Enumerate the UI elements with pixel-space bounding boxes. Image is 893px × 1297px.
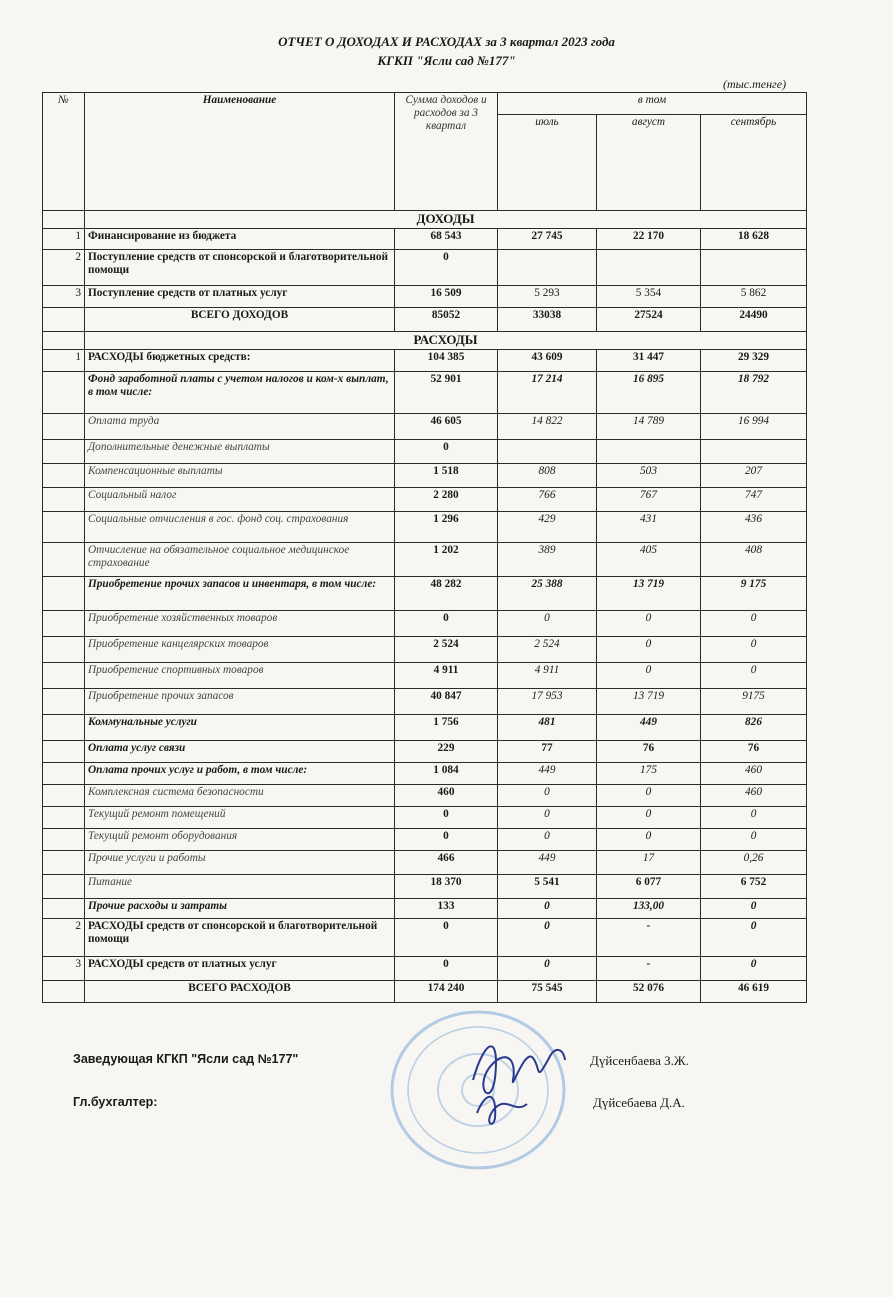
row-number xyxy=(43,785,85,807)
row-september: 16 994 xyxy=(701,414,807,440)
section-income-row xyxy=(43,211,807,229)
total-august: 52 076 xyxy=(597,981,701,1003)
total-july: 75 545 xyxy=(498,981,597,1003)
row-total: 0 xyxy=(395,611,498,637)
row-august: 17 xyxy=(597,851,701,875)
total-september: 46 619 xyxy=(701,981,807,1003)
row-september: 18 792 xyxy=(701,372,807,414)
table-row xyxy=(43,611,807,637)
row-number: 2 xyxy=(43,919,85,957)
row-august: 133,00 xyxy=(597,899,701,919)
row-august: 76 xyxy=(597,741,701,763)
row-name: Коммунальные услуги xyxy=(85,715,395,741)
row-total: 18 370 xyxy=(395,875,498,899)
table-row xyxy=(43,829,807,851)
row-total: 2 280 xyxy=(395,488,498,512)
row-september xyxy=(701,440,807,464)
row-number: 1 xyxy=(43,350,85,372)
row-july: 5 293 xyxy=(498,286,597,308)
row-july: 0 xyxy=(498,829,597,851)
row-total: 0 xyxy=(395,440,498,464)
row-total: 0 xyxy=(395,957,498,981)
row-name: Питание xyxy=(85,875,395,899)
table-row xyxy=(43,663,807,689)
table-row xyxy=(43,715,807,741)
row-number xyxy=(43,763,85,785)
signature-mark xyxy=(455,1018,585,1138)
table-row xyxy=(43,543,807,577)
currency-unit: (тыс.тенге) xyxy=(723,77,787,91)
row-july: 0 xyxy=(498,611,597,637)
row-september: 0 xyxy=(701,919,807,957)
row-july: 0 xyxy=(498,807,597,829)
row-number xyxy=(43,689,85,715)
row-july: 0 xyxy=(498,785,597,807)
row-september: 9175 xyxy=(701,689,807,715)
row-july: 5 541 xyxy=(498,875,597,899)
row-august: 0 xyxy=(597,785,701,807)
row-july: 449 xyxy=(498,851,597,875)
row-july: 481 xyxy=(498,715,597,741)
total-blank xyxy=(43,981,85,1003)
row-name: Фонд заработной платы с учетом налогов и ком-х выплат, в том числе: xyxy=(85,372,395,414)
accountant-signature-label: Гл.бухгалтер: xyxy=(73,1095,158,1109)
table-row xyxy=(43,414,807,440)
row-number xyxy=(43,372,85,414)
row-august: - xyxy=(597,919,701,957)
row-total: 46 605 xyxy=(395,414,498,440)
row-august: 13 719 xyxy=(597,577,701,611)
row-september: 0 xyxy=(701,807,807,829)
report-title: ОТЧЕТ О ДОХОДАХ И РАСХОДАХ за 3 квартал 2023 года xyxy=(278,34,615,49)
row-july: 0 xyxy=(498,899,597,919)
section-income: ДОХОДЫ xyxy=(85,211,807,229)
col-num-header: № xyxy=(43,93,85,211)
row-august: 0 xyxy=(597,663,701,689)
section-blank xyxy=(43,332,85,350)
row-august: 767 xyxy=(597,488,701,512)
row-name: Отчисление на обязательное социальное медицинское страхование xyxy=(85,543,395,577)
row-august xyxy=(597,250,701,286)
col-name-header: Наименование xyxy=(85,93,395,211)
row-total: 229 xyxy=(395,741,498,763)
row-number: 3 xyxy=(43,957,85,981)
row-september: 0,26 xyxy=(701,851,807,875)
row-name: Компенсационные выплаты xyxy=(85,464,395,488)
row-total: 133 xyxy=(395,899,498,919)
row-name: Дополнительные денежные выплаты xyxy=(85,440,395,464)
row-total: 48 282 xyxy=(395,577,498,611)
row-september: 5 862 xyxy=(701,286,807,308)
row-number: 3 xyxy=(43,286,85,308)
col-month-september: сентябрь xyxy=(701,115,807,211)
row-september: 436 xyxy=(701,512,807,543)
row-september: 76 xyxy=(701,741,807,763)
row-august: 22 170 xyxy=(597,229,701,250)
row-july: 389 xyxy=(498,543,597,577)
row-total: 4 911 xyxy=(395,663,498,689)
row-total: 16 509 xyxy=(395,286,498,308)
table-row xyxy=(43,875,807,899)
table-row xyxy=(43,689,807,715)
row-total: 1 756 xyxy=(395,715,498,741)
row-september: 408 xyxy=(701,543,807,577)
table-row xyxy=(43,637,807,663)
row-name: РАСХОДЫ бюджетных средств: xyxy=(85,350,395,372)
row-name: Прочие расходы и затраты xyxy=(85,899,395,919)
table-row xyxy=(43,440,807,464)
row-august: 405 xyxy=(597,543,701,577)
row-name: Приобретение спортивных товаров xyxy=(85,663,395,689)
row-total: 1 202 xyxy=(395,543,498,577)
table-row xyxy=(43,350,807,372)
row-total: 460 xyxy=(395,785,498,807)
row-total: 1 084 xyxy=(395,763,498,785)
row-number xyxy=(43,637,85,663)
row-august: 0 xyxy=(597,611,701,637)
table-row xyxy=(43,372,807,414)
row-july: 449 xyxy=(498,763,597,785)
row-name: РАСХОДЫ средств от платных услуг xyxy=(85,957,395,981)
row-july: 766 xyxy=(498,488,597,512)
col-month-july: июль xyxy=(498,115,597,211)
row-september: 18 628 xyxy=(701,229,807,250)
row-august: 503 xyxy=(597,464,701,488)
row-august: 31 447 xyxy=(597,350,701,372)
section-blank xyxy=(43,211,85,229)
table-row xyxy=(43,957,807,981)
row-total: 0 xyxy=(395,829,498,851)
row-name: Приобретение канцелярских товаров xyxy=(85,637,395,663)
total-label: ВСЕГО РАСХОДОВ xyxy=(85,981,395,1003)
report-table xyxy=(42,92,807,1003)
row-total: 40 847 xyxy=(395,689,498,715)
row-total: 52 901 xyxy=(395,372,498,414)
table-row xyxy=(43,464,807,488)
row-september xyxy=(701,250,807,286)
row-name: Финансирование из бюджета xyxy=(85,229,395,250)
row-total: 2 524 xyxy=(395,637,498,663)
row-total: 1 296 xyxy=(395,512,498,543)
row-september: 29 329 xyxy=(701,350,807,372)
row-number: 2 xyxy=(43,250,85,286)
row-september: 0 xyxy=(701,899,807,919)
income-total-row xyxy=(43,308,807,332)
row-august: 16 895 xyxy=(597,372,701,414)
row-name: Приобретение хозяйственных товаров xyxy=(85,611,395,637)
organization-name: КГКП "Ясли сад №177" xyxy=(377,53,516,68)
row-number xyxy=(43,807,85,829)
row-july: 4 911 xyxy=(498,663,597,689)
header-row xyxy=(43,93,807,115)
row-name: Социальные отчисления в гос. фонд соц. страхования xyxy=(85,512,395,543)
row-july: 27 745 xyxy=(498,229,597,250)
row-july: 0 xyxy=(498,919,597,957)
row-september: 0 xyxy=(701,829,807,851)
row-august: 0 xyxy=(597,637,701,663)
row-name: РАСХОДЫ средств от спонсорской и благотворительной помощи xyxy=(85,919,395,957)
col-group-header: в том xyxy=(498,93,807,115)
table-row xyxy=(43,229,807,250)
table-row xyxy=(43,577,807,611)
row-july: 77 xyxy=(498,741,597,763)
row-name: Оплата прочих услуг и работ, в том числе: xyxy=(85,763,395,785)
row-august: 0 xyxy=(597,807,701,829)
row-september: 6 752 xyxy=(701,875,807,899)
table-row xyxy=(43,851,807,875)
row-number xyxy=(43,875,85,899)
table-row xyxy=(43,807,807,829)
row-name: Социальный налог xyxy=(85,488,395,512)
head-signature-label: Заведующая КГКП "Ясли сад №177" xyxy=(73,1052,299,1066)
row-number xyxy=(43,663,85,689)
total-sum: 85052 xyxy=(395,308,498,332)
row-number xyxy=(43,464,85,488)
row-name: Комплексная система безопасности xyxy=(85,785,395,807)
row-july: 2 524 xyxy=(498,637,597,663)
expense-total-row xyxy=(43,981,807,1003)
row-september: 207 xyxy=(701,464,807,488)
row-number xyxy=(43,715,85,741)
row-september: 0 xyxy=(701,663,807,689)
row-name: Приобретение прочих запасов xyxy=(85,689,395,715)
row-july: 429 xyxy=(498,512,597,543)
row-name: Оплата труда xyxy=(85,414,395,440)
row-number xyxy=(43,611,85,637)
row-total: 0 xyxy=(395,919,498,957)
row-september: 826 xyxy=(701,715,807,741)
row-july xyxy=(498,440,597,464)
row-september: 747 xyxy=(701,488,807,512)
row-number xyxy=(43,414,85,440)
total-blank xyxy=(43,308,85,332)
row-total: 104 385 xyxy=(395,350,498,372)
row-august: - xyxy=(597,957,701,981)
row-name: Поступление средств от платных услуг xyxy=(85,286,395,308)
section-expense-row xyxy=(43,332,807,350)
row-august: 6 077 xyxy=(597,875,701,899)
row-name: Текущий ремонт оборудования xyxy=(85,829,395,851)
row-august: 13 719 xyxy=(597,689,701,715)
row-number xyxy=(43,543,85,577)
total-label: ВСЕГО ДОХОДОВ xyxy=(85,308,395,332)
row-august: 14 789 xyxy=(597,414,701,440)
row-number xyxy=(43,899,85,919)
row-august: 449 xyxy=(597,715,701,741)
table-row xyxy=(43,919,807,957)
row-september: 0 xyxy=(701,611,807,637)
row-august xyxy=(597,440,701,464)
row-july: 25 388 xyxy=(498,577,597,611)
table-row xyxy=(43,899,807,919)
row-september: 0 xyxy=(701,637,807,663)
row-july: 0 xyxy=(498,957,597,981)
row-number xyxy=(43,488,85,512)
head-signature-name: Дүйсенбаева З.Ж. xyxy=(590,1053,689,1068)
col-total-header: Сумма доходов и расходов за 3 квартал xyxy=(395,93,498,211)
total-september: 24490 xyxy=(701,308,807,332)
table-row xyxy=(43,250,807,286)
row-july: 808 xyxy=(498,464,597,488)
total-sum: 174 240 xyxy=(395,981,498,1003)
total-august: 27524 xyxy=(597,308,701,332)
row-august: 5 354 xyxy=(597,286,701,308)
row-name: Поступление средств от спонсорской и благотворительной помощи xyxy=(85,250,395,286)
row-name: Текущий ремонт помещений xyxy=(85,807,395,829)
table-row xyxy=(43,785,807,807)
row-number xyxy=(43,512,85,543)
row-july: 17 214 xyxy=(498,372,597,414)
row-august: 0 xyxy=(597,829,701,851)
row-number xyxy=(43,851,85,875)
row-september: 460 xyxy=(701,785,807,807)
row-july: 14 822 xyxy=(498,414,597,440)
row-number xyxy=(43,440,85,464)
row-september: 460 xyxy=(701,763,807,785)
row-total: 466 xyxy=(395,851,498,875)
row-total: 1 518 xyxy=(395,464,498,488)
table-row xyxy=(43,488,807,512)
row-number xyxy=(43,577,85,611)
row-september: 0 xyxy=(701,957,807,981)
row-number xyxy=(43,741,85,763)
row-august: 175 xyxy=(597,763,701,785)
table-row xyxy=(43,512,807,543)
row-total: 68 543 xyxy=(395,229,498,250)
row-total: 0 xyxy=(395,807,498,829)
total-july: 33038 xyxy=(498,308,597,332)
row-number: 1 xyxy=(43,229,85,250)
table-row xyxy=(43,763,807,785)
table-row xyxy=(43,286,807,308)
row-september: 9 175 xyxy=(701,577,807,611)
row-name: Прочие услуги и работы xyxy=(85,851,395,875)
accountant-signature-name: Дүйсебаева Д.А. xyxy=(593,1095,685,1110)
row-july xyxy=(498,250,597,286)
row-july: 17 953 xyxy=(498,689,597,715)
row-name: Оплата услуг связи xyxy=(85,741,395,763)
row-august: 431 xyxy=(597,512,701,543)
row-total: 0 xyxy=(395,250,498,286)
table-row xyxy=(43,741,807,763)
row-name: Приобретение прочих запасов и инвентаря, в том числе: xyxy=(85,577,395,611)
row-july: 43 609 xyxy=(498,350,597,372)
section-expense: РАСХОДЫ xyxy=(85,332,807,350)
col-month-august: август xyxy=(597,115,701,211)
row-number xyxy=(43,829,85,851)
